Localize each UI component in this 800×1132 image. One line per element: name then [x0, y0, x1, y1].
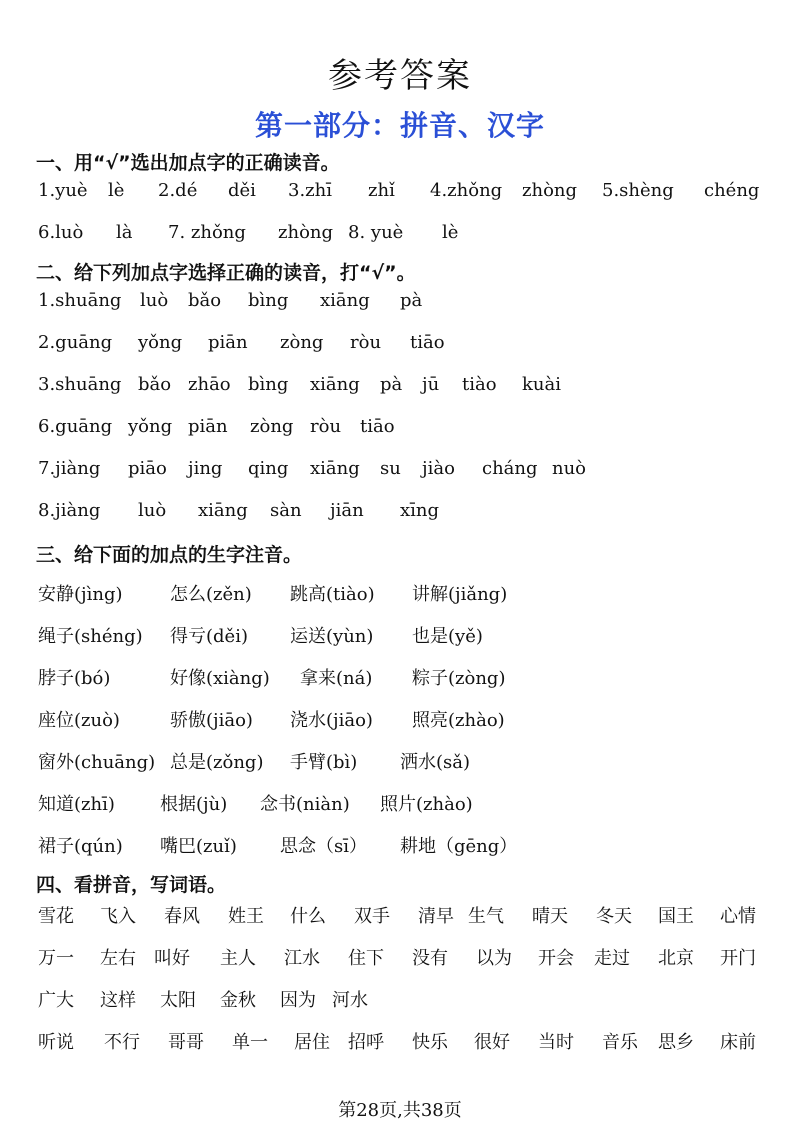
answer-cell: 2.dé [158, 180, 198, 201]
answer-cell: 2.guāng [38, 332, 113, 353]
page-title: 参考答案 [328, 56, 472, 96]
answer-cell: 7.jiàng [38, 458, 101, 479]
answer-cell: 根据(jù) [160, 794, 228, 815]
answer-cell: pà [400, 290, 423, 311]
answer-cell: zhòng [522, 180, 578, 201]
answer-cell: 粽子(zòng) [412, 668, 506, 689]
answer-cell: 单一 [232, 1032, 268, 1053]
answer-cell: 广大 [38, 990, 74, 1011]
answer-cell: 没有 [412, 948, 448, 969]
answer-cell: 1.yuè [38, 180, 88, 201]
answer-cell: 知道(zhī) [38, 794, 115, 815]
answer-cell: 双手 [354, 906, 390, 927]
answer-cell: 走过 [594, 948, 630, 969]
answer-cell: zhǐ [368, 180, 395, 201]
answer-cell: 裙子(qún) [38, 836, 123, 857]
answer-cell: 不行 [104, 1032, 140, 1053]
answer-cell: 飞入 [100, 906, 136, 927]
answer-cell: xīng [400, 500, 440, 521]
answer-cell: 居住 [294, 1032, 330, 1053]
answer-cell: bìng [248, 290, 289, 311]
answer-cell: 怎么(zěn) [170, 584, 252, 605]
answer-cell: 什么 [290, 906, 326, 927]
answer-cell: 河水 [332, 990, 368, 1011]
answer-cell: 照片(zhào) [380, 794, 473, 815]
answer-cell: luò [140, 290, 169, 311]
answer-cell: 开门 [720, 948, 756, 969]
answer-cell: chéng [704, 180, 760, 201]
answer-cell: 因为 [280, 990, 316, 1011]
answer-cell: 脖子(bó) [38, 668, 111, 689]
answer-cell: 8. yuè [348, 222, 404, 243]
answer-cell: jū [422, 374, 440, 395]
answer-cell: bǎo [138, 374, 172, 395]
answer-cell: 嘴巴(zuǐ) [160, 836, 237, 857]
answer-cell: 8.jiàng [38, 500, 101, 521]
answer-cell: jiān [330, 500, 364, 521]
section-4-heading: 四、看拼音，写词语。 [36, 874, 227, 896]
answer-cell: xiāng [310, 374, 360, 395]
answer-cell: nuò [552, 458, 587, 479]
answer-cell: 万一 [38, 948, 74, 969]
answer-cell: zhāo [188, 374, 231, 395]
answer-cell: 很好 [474, 1032, 510, 1053]
answer-cell: ròu [310, 416, 342, 437]
answer-cell: 心情 [720, 906, 756, 927]
answer-cell: 冬天 [596, 906, 632, 927]
answer-cell: 1.shuāng [38, 290, 122, 311]
answer-cell: 手臂(bì) [290, 752, 358, 773]
answer-cell: 也是(yě) [412, 626, 483, 647]
answer-cell: luò [138, 500, 167, 521]
answer-cell: 左右 [100, 948, 136, 969]
answer-cell: 6.luò [38, 222, 84, 243]
answer-cell: 思念（sī） [280, 836, 367, 857]
answer-cell: ròu [350, 332, 382, 353]
answer-cell: 思乡 [658, 1032, 694, 1053]
answer-cell: 好像(xiàng) [170, 668, 270, 689]
answer-cell: 运送(yùn) [290, 626, 374, 647]
answer-cell: 金秋 [220, 990, 256, 1011]
answer-cell: 4.zhǒng [430, 180, 503, 201]
answer-cell: bǎo [188, 290, 222, 311]
answer-cell: yǒng [138, 332, 183, 353]
answer-cell: 叫好 [154, 948, 190, 969]
answer-cell: 听说 [38, 1032, 74, 1053]
answer-cell: 座位(zuò) [38, 710, 120, 731]
answer-cell: 床前 [720, 1032, 756, 1053]
answer-cell: piān [188, 416, 228, 437]
answer-cell: là [116, 222, 133, 243]
answer-cell: qing [248, 458, 289, 479]
answer-cell: 北京 [658, 948, 694, 969]
answer-cell: jiào [422, 458, 455, 479]
answer-cell: 雪花 [38, 906, 74, 927]
answer-cell: 快乐 [412, 1032, 448, 1053]
answer-cell: bìng [248, 374, 289, 395]
answer-cell: tiāo [360, 416, 395, 437]
answer-cell: 晴天 [532, 906, 568, 927]
part-subtitle: 第一部分：拼音、汉字 [254, 109, 545, 142]
answer-cell: 拿来(ná) [300, 668, 373, 689]
answer-cell: 太阳 [160, 990, 196, 1011]
answer-cell: 浇水(jiāo) [290, 710, 373, 731]
answer-cell: 7. zhǒng [168, 222, 246, 243]
answer-cell: zòng [250, 416, 294, 437]
answer-cell: 清早 [418, 906, 454, 927]
answer-cell: 哥哥 [168, 1032, 204, 1053]
answer-cell: 6.guāng [38, 416, 113, 437]
page-number-footer: 第28页,共38页 [338, 1100, 462, 1121]
answer-cell: 跳高(tiào) [290, 584, 375, 605]
answer-cell: 念书(niàn) [260, 794, 350, 815]
answer-cell: xiāng [320, 290, 370, 311]
answer-cell: 窗外(chuāng) [38, 752, 156, 773]
answer-cell: tiào [462, 374, 497, 395]
answer-cell: kuài [522, 374, 561, 395]
answer-cell: 生气 [468, 906, 504, 927]
answer-cell: děi [228, 180, 256, 201]
answer-cell: 招呼 [348, 1032, 384, 1053]
answer-cell: 绳子(shéng) [38, 626, 143, 647]
answer-cell: 讲解(jiǎng) [412, 584, 508, 605]
answer-cell: xiāng [198, 500, 248, 521]
answer-cell: tiāo [410, 332, 445, 353]
answer-cell: yǒng [128, 416, 173, 437]
answer-cell: sàn [270, 500, 302, 521]
answer-cell: 安静(jìng) [38, 584, 123, 605]
answer-cell: 江水 [284, 948, 320, 969]
answer-cell: 骄傲(jiāo) [170, 710, 253, 731]
answer-cell: 照亮(zhào) [412, 710, 505, 731]
answer-cell: piān [208, 332, 248, 353]
answer-cell: 主人 [220, 948, 256, 969]
answer-cell: 国王 [658, 906, 694, 927]
section-2-heading: 二、给下列加点字选择正确的读音，打“√”。 [36, 262, 416, 284]
answer-cell: 音乐 [602, 1032, 638, 1053]
answer-cell: 总是(zǒng) [170, 752, 264, 773]
answer-cell: 春风 [164, 906, 200, 927]
answer-cell: zhòng [278, 222, 334, 243]
answer-cell: 得亏(děi) [170, 626, 248, 647]
answer-cell: 5.shèng [602, 180, 674, 201]
answer-cell: 3.zhī [288, 180, 333, 201]
answer-cell: 以为 [476, 948, 512, 969]
answer-cell: 开会 [538, 948, 574, 969]
answer-cell: 耕地（gēng） [400, 836, 518, 857]
answer-cell: 这样 [100, 990, 136, 1011]
answer-cell: 姓王 [228, 906, 264, 927]
answer-cell: lè [108, 180, 125, 201]
answer-cell: 当时 [538, 1032, 574, 1053]
answer-cell: zòng [280, 332, 324, 353]
answer-cell: 洒水(sǎ) [400, 752, 471, 773]
answer-cell: pà [380, 374, 403, 395]
section-3-heading: 三、给下面的加点的生字注音。 [36, 544, 303, 566]
section-1-heading: 一、用“√”选出加点字的正确读音。 [36, 152, 340, 174]
answer-cell: lè [442, 222, 459, 243]
answer-cell: 3.shuāng [38, 374, 122, 395]
answer-cell: cháng [482, 458, 538, 479]
answer-cell: su [380, 458, 401, 479]
answer-cell: piāo [128, 458, 167, 479]
answer-cell: 住下 [348, 948, 384, 969]
answer-cell: xiāng [310, 458, 360, 479]
answer-cell: jing [188, 458, 223, 479]
